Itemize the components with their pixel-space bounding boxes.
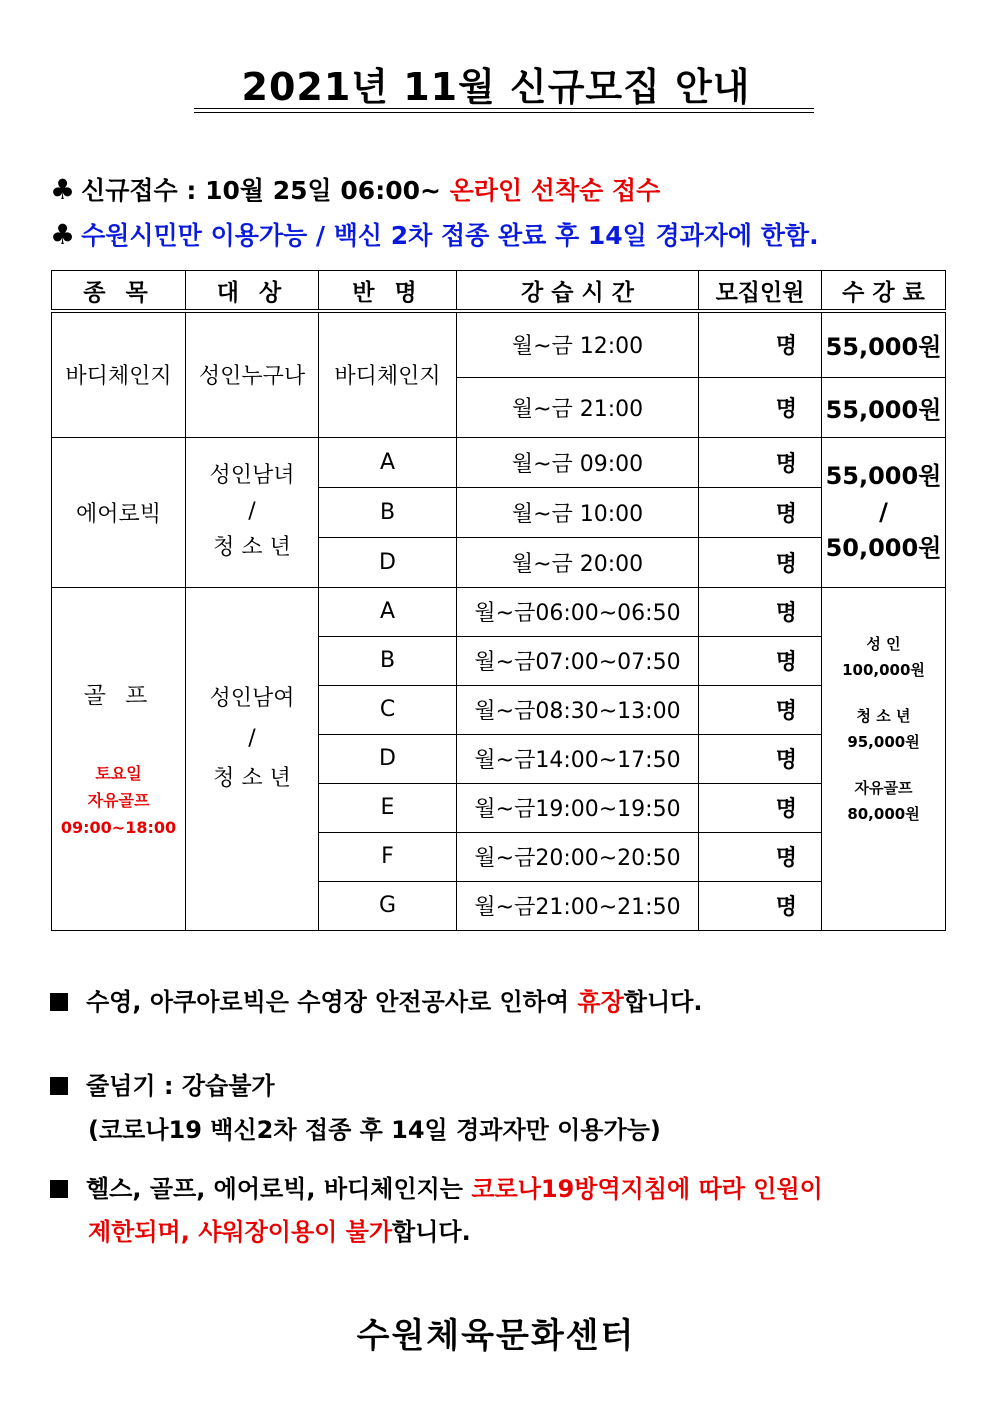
note-highlight: 휴장: [577, 988, 624, 1016]
capacity-cell: 명: [699, 685, 822, 734]
program-bodychange: 바디체인지: [52, 311, 186, 437]
fee-line: 50,000원: [825, 534, 942, 563]
target-line: 성인남녀: [209, 463, 295, 489]
fee-label-adult: 성 인: [866, 634, 901, 653]
fee-cell: 55,000원: [822, 311, 946, 377]
note-highlight: 코로나19방역지침에 따라 인원이: [471, 1175, 823, 1203]
registration-highlight: 온라인 선착순 접수: [449, 176, 661, 205]
note-swimming: [50, 982, 702, 1017]
schedule-table: [51, 270, 946, 931]
fee-label-youth: 청 소 년: [856, 706, 911, 725]
capacity-cell: 명: [699, 377, 822, 437]
header-fee: 수 강 료: [822, 271, 946, 312]
fee-youth: 95,000원: [847, 732, 920, 751]
capacity-cell: 명: [699, 783, 822, 832]
header-capacity: 모집인원: [699, 271, 822, 312]
capacity-cell: 명: [699, 587, 822, 636]
program-aerobic: 에어로빅: [52, 437, 186, 587]
class-cell: A: [319, 437, 457, 487]
header-target: 대 상: [186, 271, 319, 312]
target-golf: [186, 587, 319, 930]
time-cell: 월~금14:00~17:50: [457, 734, 699, 783]
organization-name: 수원체육문화센터: [356, 1316, 636, 1356]
square-bullet-icon: [50, 993, 68, 1011]
capacity-cell: 명: [699, 832, 822, 881]
table-header-row: [52, 271, 946, 312]
target-bodychange: 성인누구나: [186, 311, 319, 437]
fee-aerobic: [822, 437, 946, 587]
time-cell: 월~금 10:00: [457, 487, 699, 537]
square-bullet-icon: [50, 1180, 68, 1198]
fee-free: 80,000원: [847, 804, 920, 823]
note-covid: [50, 1169, 823, 1204]
fee-line: 55,000원: [825, 462, 942, 491]
title-underline: [194, 108, 814, 113]
time-cell: 월~금 09:00: [457, 437, 699, 487]
note-highlight: 제한되며, 샤워장이용이 불가: [88, 1218, 393, 1246]
target-line: /: [248, 725, 256, 751]
info-line-eligibility: [50, 216, 819, 252]
fee-adult: 100,000원: [842, 660, 925, 679]
target-line: /: [248, 499, 256, 525]
note-covid-cont: [88, 1212, 471, 1247]
header-class: 반 명: [319, 271, 457, 312]
time-cell: 월~금20:00~20:50: [457, 832, 699, 881]
golf-label: 골 프: [83, 682, 154, 709]
capacity-cell: 명: [699, 636, 822, 685]
sat-note-line: 자유골프: [87, 790, 150, 810]
sat-note-line: 09:00~18:00: [60, 817, 177, 837]
club-bullet-icon: ♣: [50, 173, 76, 206]
time-cell: 월~금 20:00: [457, 537, 699, 587]
class-cell: C: [319, 685, 457, 734]
fee-label-free: 자유골프: [854, 778, 913, 797]
fee-golf: [822, 587, 946, 930]
time-cell: 월~금08:30~13:00: [457, 685, 699, 734]
note-jumprope-sub: (코로나19 백신2차 접종 후 14일 경과자만 이용가능): [88, 1116, 661, 1144]
class-cell: G: [319, 881, 457, 930]
time-cell: 월~금07:00~07:50: [457, 636, 699, 685]
note-text: 수영, 아쿠아로빅은 수영장 안전공사로 인하여: [86, 988, 578, 1016]
table-row: [52, 587, 946, 636]
table-row: [52, 311, 946, 377]
class-bodychange: 바디체인지: [319, 311, 457, 437]
class-cell: B: [319, 487, 457, 537]
capacity-cell: 명: [699, 881, 822, 930]
page-title: 2021년 11월 신규모집 안내: [241, 65, 751, 109]
time-cell: 월~금 21:00: [457, 377, 699, 437]
class-cell: A: [319, 587, 457, 636]
sat-note-line: 토요일: [95, 763, 142, 783]
note-text: 줄넘기 : 강습불가: [86, 1072, 275, 1100]
target-aerobic: [186, 437, 319, 587]
header-time: 강 습 시 간: [457, 271, 699, 312]
info-line-registration: [50, 171, 660, 207]
capacity-cell: 명: [699, 437, 822, 487]
time-cell: 월~금19:00~19:50: [457, 783, 699, 832]
capacity-cell: 명: [699, 734, 822, 783]
note-text: 헬스, 골프, 에어로빅, 바디체인지는: [86, 1175, 472, 1203]
registration-text: 신규접수 : 10월 25일 06:00~: [81, 176, 450, 205]
target-line: 청 소 년: [213, 535, 291, 561]
target-line: 성인남여: [209, 685, 295, 711]
eligibility-text: 수원시민만 이용가능 / 백신 2차 접종 완료 후 14일 경과자에 한함.: [81, 221, 819, 250]
note-text: 합니다.: [623, 988, 703, 1016]
header-program: 종 목: [52, 271, 186, 312]
fee-cell: 55,000원: [822, 377, 946, 437]
time-cell: 월~금 12:00: [457, 311, 699, 377]
class-cell: D: [319, 734, 457, 783]
target-line: 청 소 년: [213, 765, 291, 791]
program-golf: [52, 587, 186, 930]
capacity-cell: 명: [699, 311, 822, 377]
club-bullet-icon: ♣: [50, 218, 76, 251]
time-cell: 월~금06:00~06:50: [457, 587, 699, 636]
time-cell: 월~금21:00~21:50: [457, 881, 699, 930]
class-cell: B: [319, 636, 457, 685]
square-bullet-icon: [50, 1077, 68, 1095]
capacity-cell: 명: [699, 487, 822, 537]
note-text: 합니다.: [392, 1218, 471, 1246]
note-jumprope: [50, 1066, 275, 1101]
fee-line: /: [879, 498, 888, 527]
table-row: [52, 437, 946, 487]
class-cell: E: [319, 783, 457, 832]
capacity-cell: 명: [699, 537, 822, 587]
class-cell: D: [319, 537, 457, 587]
class-cell: F: [319, 832, 457, 881]
